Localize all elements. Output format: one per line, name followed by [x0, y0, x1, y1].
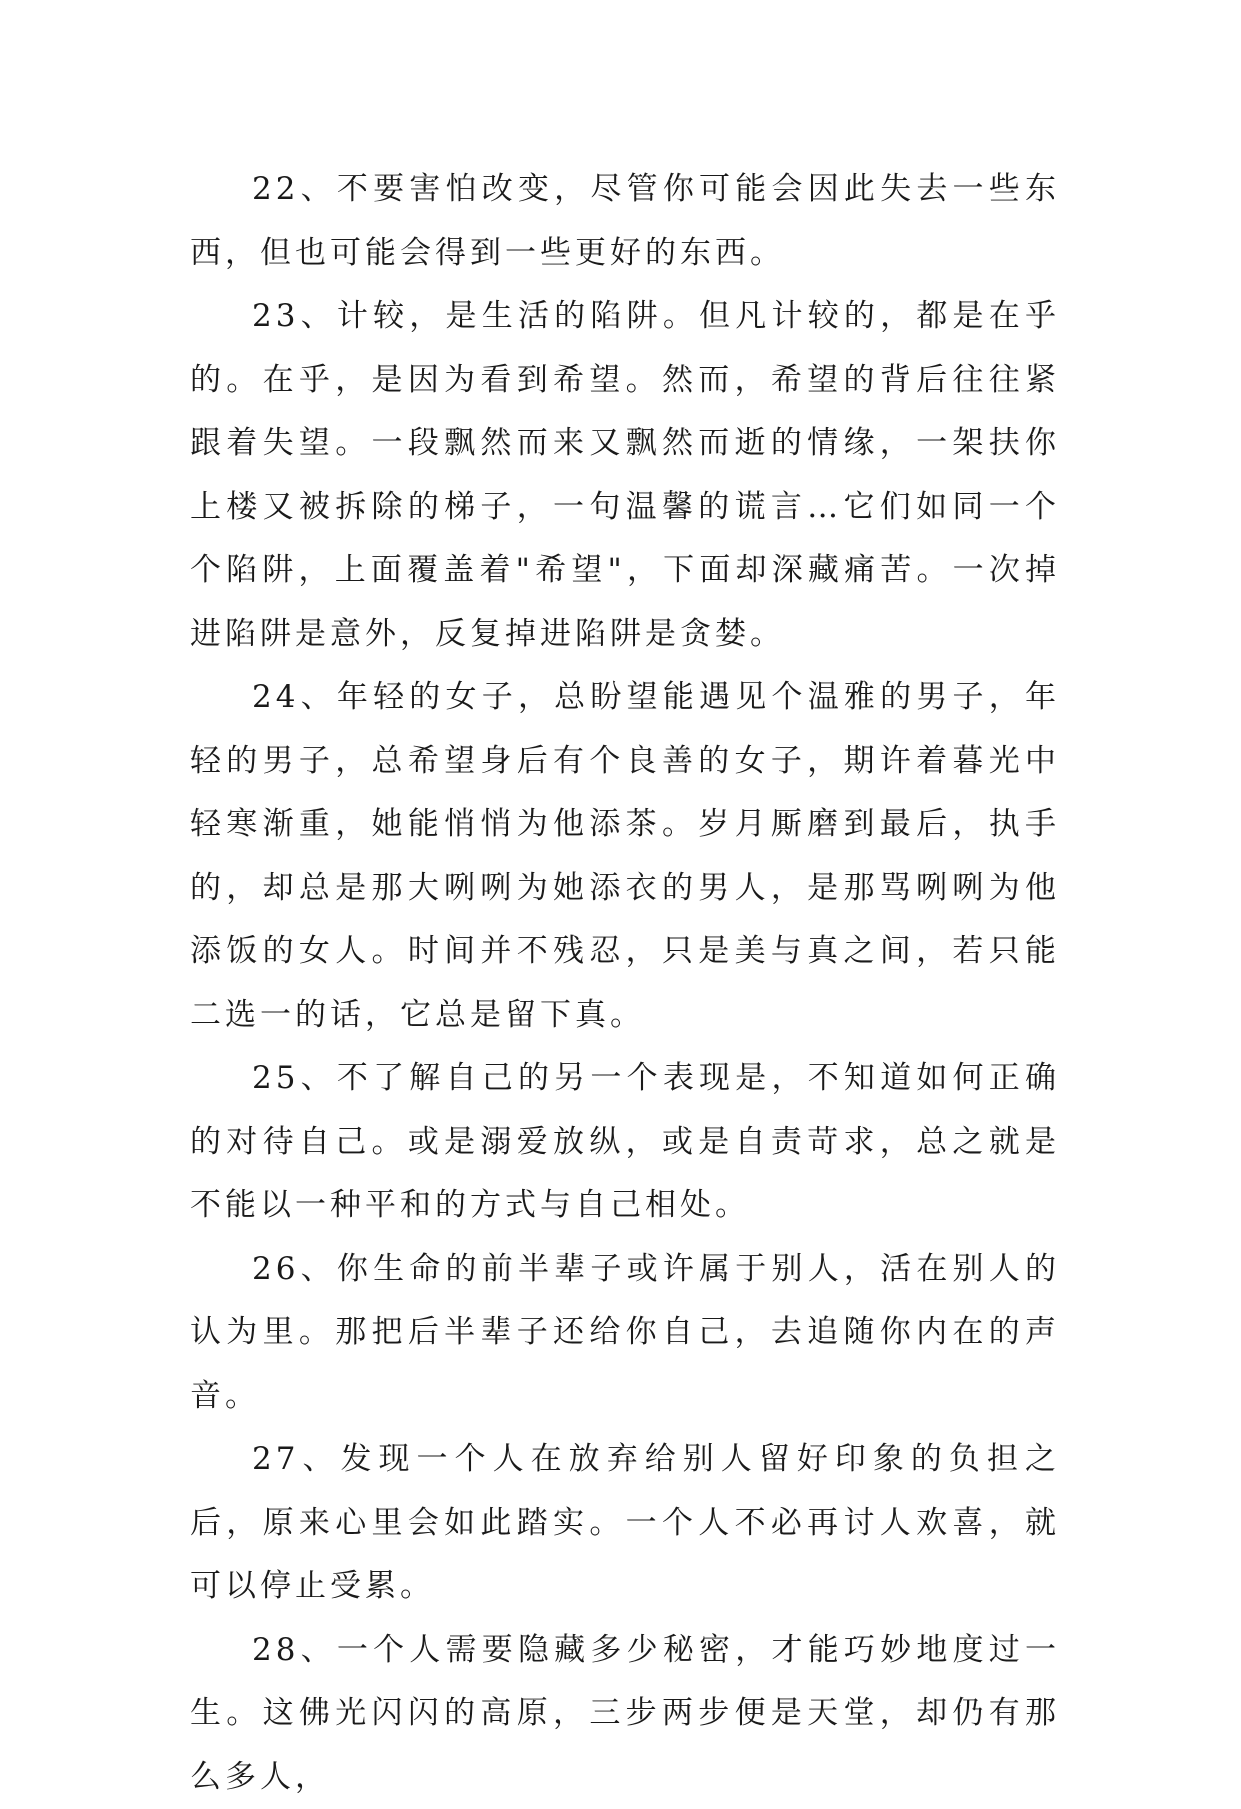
paragraph-26: 26、你生命的前半辈子或许属于别人，活在别人的认为里。那把后半辈子还给你自己，去追随你内在的声音。	[190, 1238, 1060, 1429]
paragraph-24: 24、年轻的女子，总盼望能遇见个温雅的男子，年轻的男子，总希望身后有个良善的女子，期许着暮光中轻寒渐重，她能悄悄为他添茶。岁月厮磨到最后，执手的，却总是那大咧咧为她添衣的男人，是那骂咧咧为他添饭的女人。时间并不残忍，只是美与真之间，若只能二选一的话，它总是留下真。	[190, 666, 1060, 1047]
paragraph-27: 27、发现一个人在放弃给别人留好印象的负担之后，原来心里会如此踏实。一个人不必再讨人欢喜，就可以停止受累。	[190, 1428, 1060, 1619]
document-body	[190, 158, 1060, 1809]
paragraph-22: 22、不要害怕改变，尽管你可能会因此失去一些东西，但也可能会得到一些更好的东西。	[190, 158, 1060, 285]
paragraph-25: 25、不了解自己的另一个表现是，不知道如何正确的对待自己。或是溺爱放纵，或是自责苛求，总之就是不能以一种平和的方式与自己相处。	[190, 1047, 1060, 1238]
paragraph-23: 23、计较，是生活的陷阱。但凡计较的，都是在乎的。在乎，是因为看到希望。然而，希望的背后往往紧跟着失望。一段飘然而来又飘然而逝的情缘，一架扶你上楼又被拆除的梯子，一句温馨的谎言…它们如同一个个陷阱，上面覆盖着"希望"，下面却深藏痛苦。一次掉进陷阱是意外，反复掉进陷阱是贪婪。	[190, 285, 1060, 666]
paragraph-28: 28、一个人需要隐藏多少秘密，才能巧妙地度过一生。这佛光闪闪的高原，三步两步便是天堂，却仍有那么多人，	[190, 1619, 1060, 1809]
